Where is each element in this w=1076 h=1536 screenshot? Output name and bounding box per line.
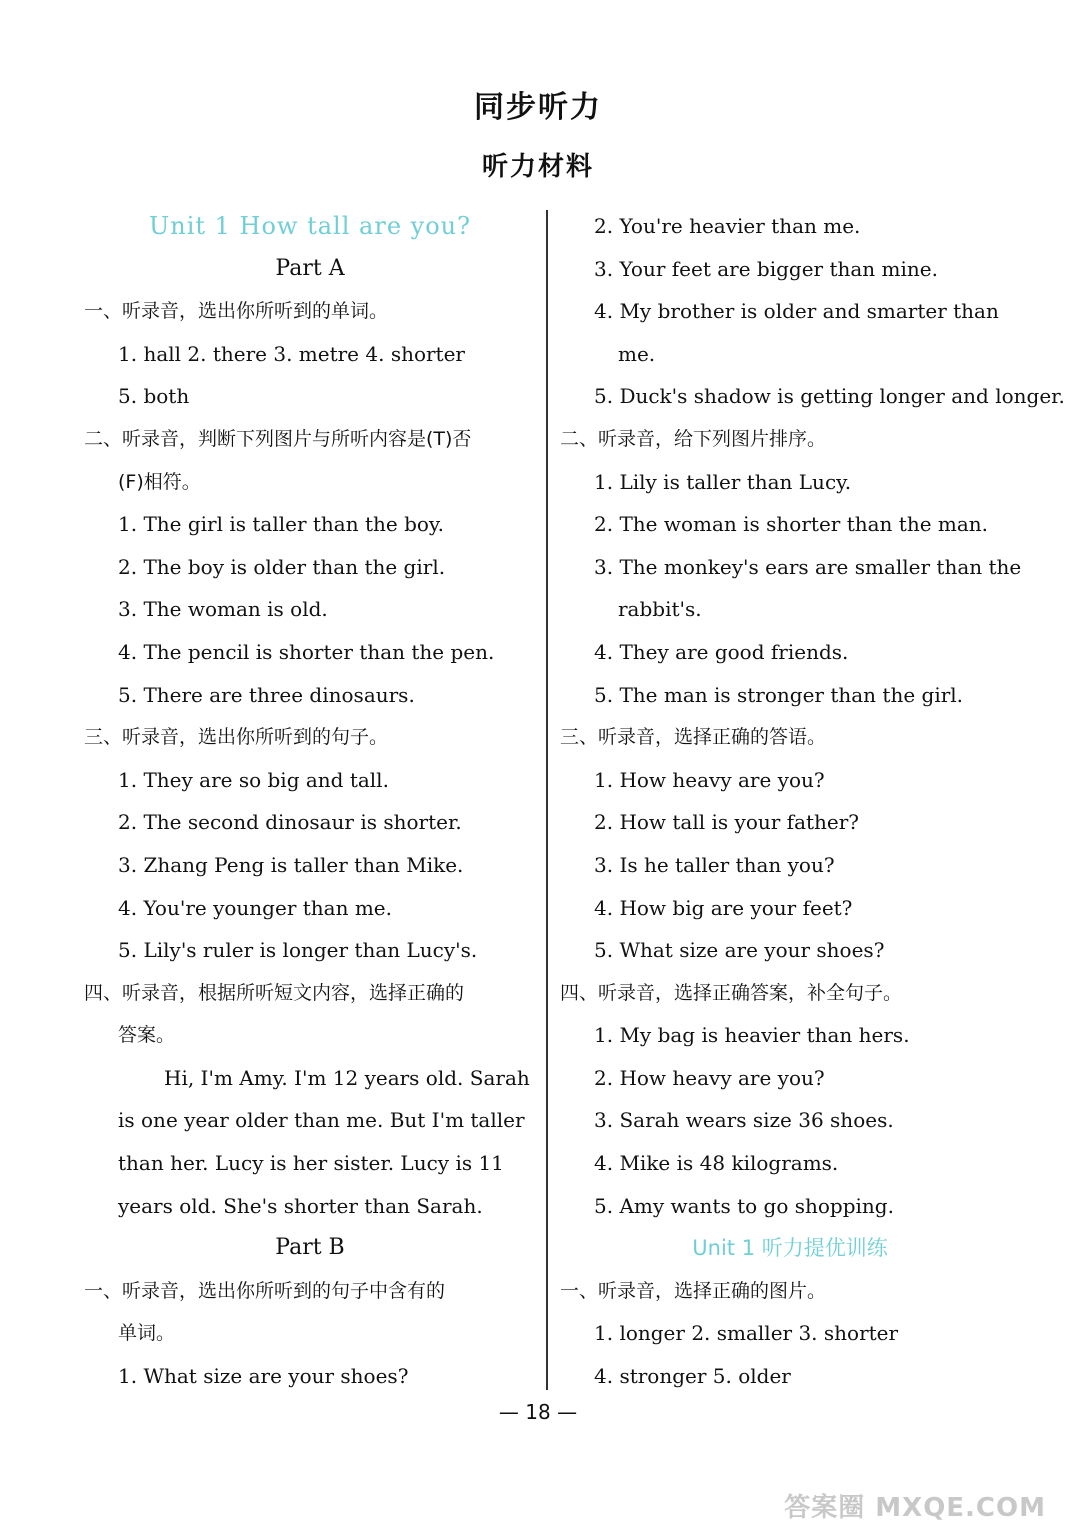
left-line: (F)相符。 [118,470,201,493]
left-line: 5. There are three dinosaurs. [118,682,415,707]
left-line: 3. Zhang Peng is taller than Mike. [118,852,464,877]
left-line: Part B [275,1235,345,1261]
right-line: 3. Your feet are bigger than mine. [594,256,938,281]
left-line: 单词。 [118,1322,176,1345]
left-line: 5. Lily's ruler is longer than Lucy's. [118,938,478,963]
left-line: 1. The girl is taller than the boy. [118,512,444,537]
left-line: 二、听录音，判断下列图片与所听内容是(T)否 [84,427,472,450]
right-line: 5. Duck's shadow is getting longer and longer. [594,384,1065,409]
right-line: 2. The woman is shorter than the man. [594,512,989,537]
right-line: Unit 1 听力提优训练 [692,1236,888,1261]
page-number: — 18 — [498,1400,578,1424]
right-line: 3. Sarah wears size 36 shoes. [594,1108,894,1133]
right-line: 4. Mike is 48 kilograms. [594,1151,839,1176]
right-line: 1. longer 2. smaller 3. shorter [594,1321,899,1346]
left-line: 1. hall 2. there 3. metre 4. shorter [118,341,465,366]
watermark: 答案圈 MXQE.COM [784,1493,1046,1523]
left-line: 4. The pencil is shorter than the pen. [118,639,495,664]
right-line: 二、听录音，给下列图片排序。 [560,427,827,450]
left-line: 三、听录音，选出你所听到的句子。 [84,726,389,749]
left-line: 一、听录音，选出你所听到的句子中含有的 [84,1279,446,1302]
right-line: 4. My brother is older and smarter than [594,299,999,324]
column-divider [546,210,548,1390]
right-column [560,205,1065,1398]
right-line: 3. Is he taller than you? [594,852,835,877]
right-line: 三、听录音，选择正确的答语。 [560,726,827,749]
left-line: 2. The boy is older than the girl. [118,554,446,579]
right-line: 1. Lily is taller than Lucy. [594,469,852,494]
left-line: 2. The second dinosaur is shorter. [118,810,462,835]
left-line: Unit 1 How tall are you? [149,212,471,240]
right-line: 4. They are good friends. [594,639,849,664]
left-line: 答案。 [118,1024,176,1047]
right-line: 4. How big are your feet? [594,895,853,920]
left-column [84,205,536,1398]
left-line: 1. What size are your shoes? [118,1364,409,1389]
left-line: Hi, I'm Amy. I'm 12 years old. Sarah [164,1065,530,1090]
left-line: Part A [275,255,345,281]
right-line: 4. stronger 5. older [594,1364,791,1389]
left-line: is one year older than me. But I'm taller [118,1108,525,1133]
left-line: years old. She's shorter than Sarah. [118,1193,483,1218]
right-line: 2. How heavy are you? [594,1065,825,1090]
right-line: 5. What size are your shoes? [594,938,885,963]
left-line: 3. The woman is old. [118,597,328,622]
page-title: 同步听力 [474,90,602,125]
right-line: 1. How heavy are you? [594,767,825,792]
right-line: 5. Amy wants to go shopping. [594,1193,894,1218]
right-line: me. [618,341,656,366]
right-line: 一、听录音，选择正确的图片。 [560,1279,827,1302]
left-line: 4. You're younger than me. [118,895,392,920]
left-line: 1. They are so big and tall. [118,767,389,792]
right-line: 2. How tall is your father? [594,810,860,835]
left-line: 5. both [118,384,190,409]
right-line: 四、听录音，选择正确答案，补全句子。 [560,981,903,1004]
right-line: 2. You're heavier than me. [594,214,861,238]
right-line: 1. My bag is heavier than hers. [594,1023,910,1048]
right-line: 3. The monkey's ears are smaller than the [594,554,1022,579]
right-line: 5. The man is stronger than the girl. [594,682,964,707]
page-subtitle: 听力材料 [481,152,594,182]
left-line: than her. Lucy is her sister. Lucy is 11 [118,1151,504,1176]
right-line: rabbit's. [618,597,702,622]
left-line: 一、听录音，选出你所听到的单词。 [84,300,389,323]
left-line: 四、听录音，根据所听短文内容，选择正确的 [84,981,465,1004]
